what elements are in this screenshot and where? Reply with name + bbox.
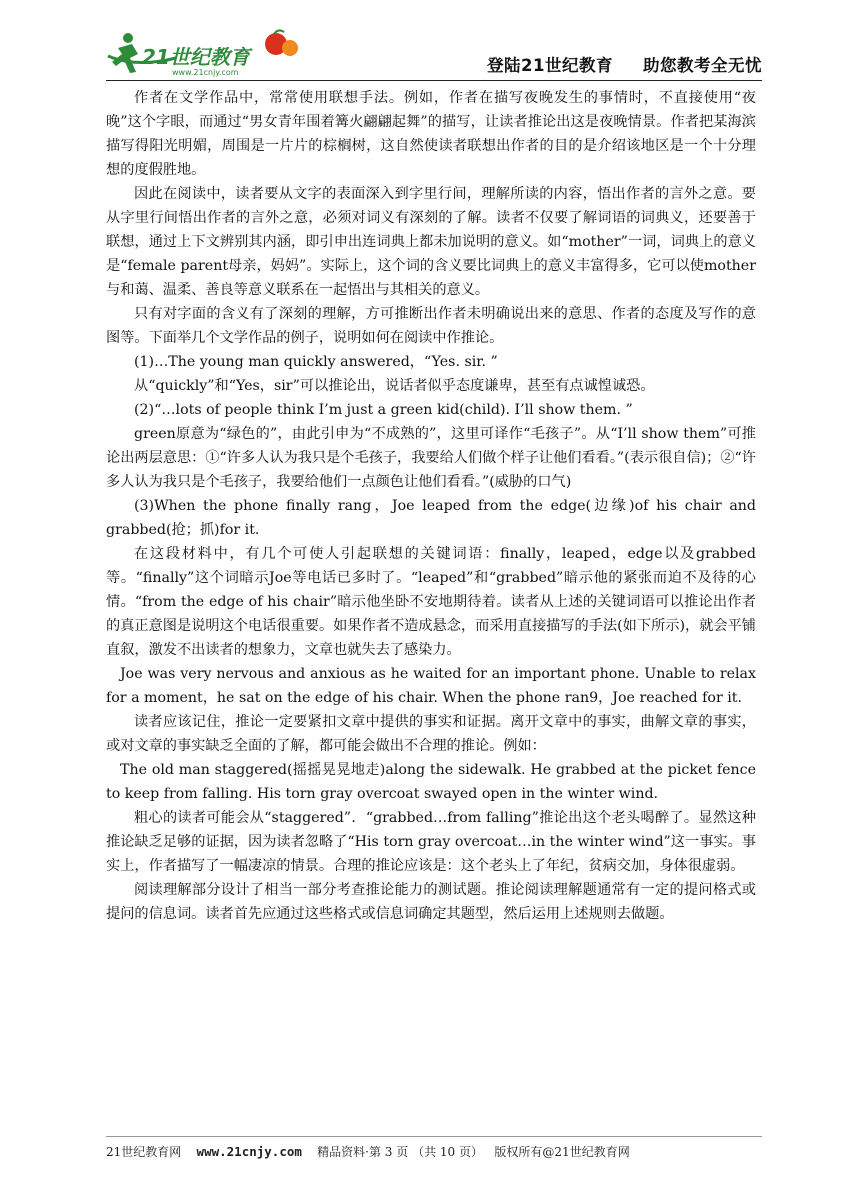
logo-graphic: [106, 28, 306, 78]
paragraph: 在这段材料中，有几个可使人引起联想的关键词语：finally，leaped，edge以及grabbed等。“finally”这个词暗示Joe等电话已多时了。“leaped”和“grabbed”暗示他的紧张而迫不及待的心情。“from the edge of his chair”暗示他坐卧不安地期待着。读者从上述的关键词语可以推论出作者的真正意图是说明这个电话很重要。如果作者不造成悬念，而采用直接描写的手法(如下所示)，就会平铺直叙，激发不出读者的想象力，文章也就失去了感染力。: [106, 546, 756, 658]
footer-site: 21世纪教育网: [106, 1145, 182, 1159]
paragraph: 因此在阅读中，读者要从文字的表面深入到字里行间，理解所读的内容，悟出作者的言外之意。要从字里行间悟出作者的言外之意，必须对词义有深刻的了解。读者不仅要了解词语的词典义，还要善于联想，通过上下文辨别其内涵，即引申出连词典上都未加说明的意义。如“mother”一词，词典上的意义是“female parent母亲，妈妈”。实际上，这个词的含义要比词典上的意义丰富得多，它可以使mother与和蔼、温柔、善良等意义联系在一起悟出与其相关的意义。: [106, 186, 756, 298]
paragraph: green原意为“绿色的”，由此引申为“不成熟的”，这里可译作“毛孩子”。从“I’ll show them”可推论出两层意思：①“许多人认为我只是个毛孩子，我要给人们做个样子让他们看看。”(表示很自信)；②“许多人认为我只是个毛孩子，我要给他们一点颜色让他们看看。”(威胁的口气): [106, 426, 756, 490]
footer-copyright: 版权所有@21世纪教育网: [494, 1145, 630, 1159]
paragraph: 粗心的读者可能会从“staggered”．“grabbed…from falling”推论出这个老头喝醉了。显然这种推论缺乏足够的证据，因为读者忽略了“His torn gray overcoat…in the winter wind”这一事实。事实上，作者描写了一幅凄凉的情景。合理的推论应该是：这个老头上了年纪，贫病交加，身体很虚弱。: [106, 810, 756, 874]
paragraph: 阅读理解部分设计了相当一部分考查推论能力的测试题。推论阅读理解题通常有一定的提问格式或提问的信息词。读者首先应通过这些格式或信息词确定其题型，然后运用上述规则去做题。: [106, 882, 756, 922]
footer-url[interactable]: www.21cnjy.com: [196, 1144, 302, 1159]
slogan-left: 登陆21世纪教育: [487, 56, 613, 75]
header-slogan: [487, 52, 762, 76]
paragraph: 读者应该记住，推论一定要紧扣文章中提供的事实和证据。离开文章中的事实，曲解文章的事实，或对文章的事实缺乏全面的了解，都可能会做出不合理的推论。例如：: [106, 714, 756, 754]
example-2: (2)“…lots of people think I’m just a green kid(child). I’ll show them. ”: [134, 402, 633, 418]
page-footer: [106, 1136, 762, 1160]
site-logo[interactable]: [106, 28, 306, 78]
paragraph: 只有对字面的含义有了深刻的理解，方可推断出作者未明确说出来的意思、作者的态度及写作的意图等。下面举几个文学作品的例子，说明如何在阅读中作推论。: [106, 306, 756, 346]
logo-url: www.21cnjy.com: [172, 68, 239, 77]
page-header: [106, 28, 762, 81]
slogan-right: 助您教考全无忧: [643, 56, 762, 75]
footer-page-info: 精品资料·第 3 页 （共 10 页）: [317, 1145, 483, 1159]
article-body: [106, 86, 756, 926]
logo-text: 21世纪教育: [142, 45, 250, 69]
english-passage: Joe was very nervous and anxious as he waited for an important phone. Unable to relax for a moment，he sat on the edge of his chair. When the phone ran9，Joe reached for it.: [106, 666, 756, 706]
paragraph: 从“quickly”和“Yes，sir”可以推论出，说话者似乎态度谦卑，甚至有点诚惶诚恐。: [134, 378, 655, 394]
paragraph: 作者在文学作品中，常常使用联想手法。例如，作者在描写夜晚发生的事情时，不直接使用“夜晚”这个字眼，而通过“男女青年围着篝火翩翩起舞”的描写，让读者推论出这是夜晚情景。作者把某海滨描写得阳光明媚，周围是一片片的棕榈树，这自然使读者联想出作者的目的是介绍该地区是一个十分理想的度假胜地。: [106, 90, 756, 178]
english-passage: The old man staggered(摇摇晃晃地走)along the sidewalk. He grabbed at the picket fence to keep from falling. His torn gray overcoat swayed open in the winter wind.: [106, 762, 756, 802]
example-1: (1)…The young man quickly answered，“Yes. sir. ”: [134, 354, 498, 370]
example-3: (3)When the phone finally rang，Joe leaped from the edge(边缘)of his chair and grabbed(抢；抓)for it.: [106, 498, 756, 538]
